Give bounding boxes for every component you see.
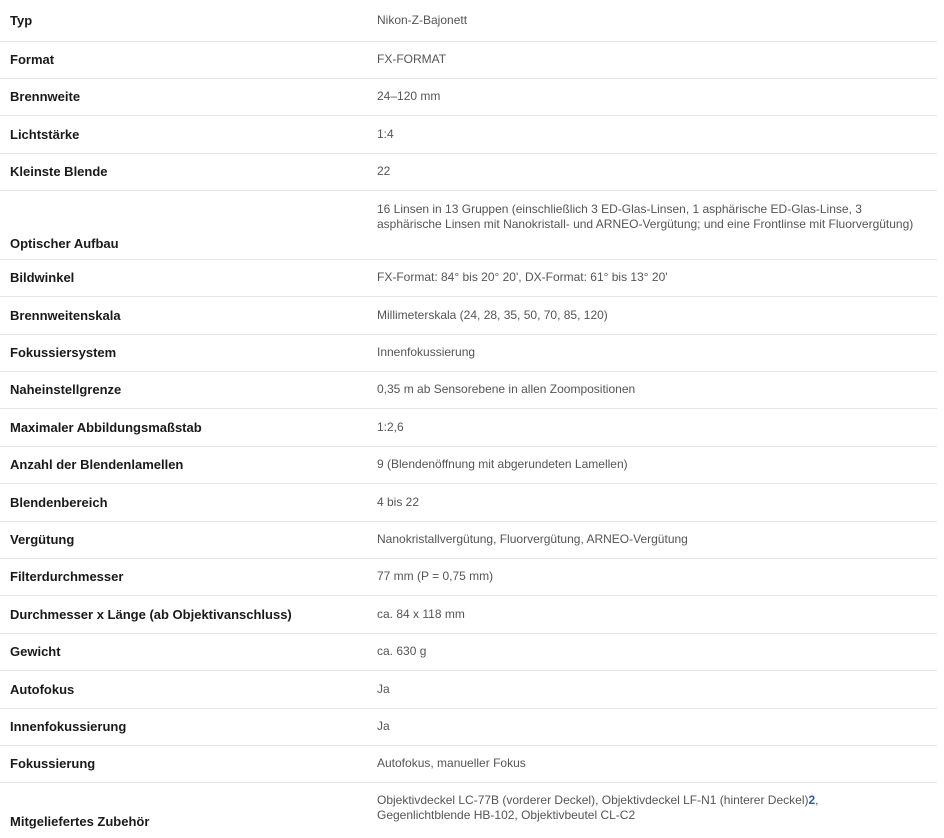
spec-label: Format xyxy=(0,41,368,78)
spec-value: FX-FORMAT xyxy=(368,41,937,78)
spec-label: Kleinste Blende xyxy=(0,153,368,190)
spec-label: Bildwinkel xyxy=(0,259,368,296)
spec-label: Fokussierung xyxy=(0,745,368,782)
spec-value: 24–120 mm xyxy=(368,78,937,115)
table-row xyxy=(0,259,937,296)
table-row xyxy=(0,521,937,558)
table-row xyxy=(0,446,937,483)
spec-value: Nikon-Z-Bajonett xyxy=(368,0,937,41)
spec-value xyxy=(368,782,937,837)
table-row xyxy=(0,371,937,408)
table-row xyxy=(0,558,937,595)
spec-label: Anzahl der Blendenlamellen xyxy=(0,446,368,483)
spec-value: 0,35 m ab Sensorebene in allen Zoompositionen xyxy=(368,371,937,408)
footnote-link[interactable]: 2 xyxy=(808,792,816,807)
table-row xyxy=(0,670,937,708)
spec-label: Typ xyxy=(0,0,368,41)
spec-label: Optischer Aufbau xyxy=(0,190,368,259)
table-row xyxy=(0,153,937,190)
table-row xyxy=(0,633,937,670)
spec-label: Lichtstärke xyxy=(0,115,368,153)
table-row xyxy=(0,408,937,446)
table-row xyxy=(0,745,937,782)
spec-label: Fokussiersystem xyxy=(0,334,368,371)
spec-value: Millimeterskala (24, 28, 35, 50, 70, 85, 120) xyxy=(368,296,937,334)
spec-value: 77 mm (P = 0,75 mm) xyxy=(368,558,937,595)
spec-value: ca. 84 x 118 mm xyxy=(368,595,937,633)
spec-value: 4 bis 22 xyxy=(368,483,937,521)
spec-value: Ja xyxy=(368,708,937,745)
spec-value: ca. 630 g xyxy=(368,633,937,670)
table-row xyxy=(0,595,937,633)
spec-value: 22 xyxy=(368,153,937,190)
table-row xyxy=(0,708,937,745)
spec-label: Filterdurchmesser xyxy=(0,558,368,595)
table-row xyxy=(0,782,937,837)
spec-label: Blendenbereich xyxy=(0,483,368,521)
table-row xyxy=(0,483,937,521)
spec-label: Innenfokussierung xyxy=(0,708,368,745)
spec-value: Ja xyxy=(368,670,937,708)
table-row xyxy=(0,78,937,115)
spec-value: FX-Format: 84° bis 20° 20', DX-Format: 61° bis 13° 20' xyxy=(368,259,937,296)
spec-value: 1:2,6 xyxy=(368,408,937,446)
spec-label: Durchmesser x Länge (ab Objektivanschluss) xyxy=(0,595,368,633)
spec-value: 1:4 xyxy=(368,115,937,153)
spec-label: Autofokus xyxy=(0,670,368,708)
spec-value: 16 Linsen in 13 Gruppen (einschließlich 3 ED-Glas-Linsen, 1 asphärische ED-Glas-Linse, 3 asphärische Linsen mit Nanokristall- und ARNEO-Vergütung; und eine Frontlinse mit Fluorvergütung) xyxy=(368,190,937,259)
spec-value: Nanokristallvergütung, Fluorvergütung, ARNEO-Vergütung xyxy=(368,521,937,558)
spec-value: 9 (Blendenöffnung mit abgerundeten Lamellen) xyxy=(368,446,937,483)
table-row xyxy=(0,296,937,334)
accessory-text-part1: Objektivdeckel LC-77B (vorderer Deckel), Objektivdeckel LF-N1 (hinterer Deckel) xyxy=(377,792,809,807)
spec-value: Autofokus, manueller Fokus xyxy=(368,745,937,782)
table-row xyxy=(0,115,937,153)
table-row xyxy=(0,0,937,41)
table-row xyxy=(0,41,937,78)
spec-label: Vergütung xyxy=(0,521,368,558)
spec-label: Brennweitenskala xyxy=(0,296,368,334)
spec-label: Mitgeliefertes Zubehör xyxy=(10,814,150,829)
spec-value: Innenfokussierung xyxy=(368,334,937,371)
spec-label: Naheinstellgrenze xyxy=(0,371,368,408)
accessory-text-part2: , Gegenlichtblende HB-102, Objektivbeutel CL-C2 xyxy=(377,792,819,822)
spec-label: Brennweite xyxy=(0,78,368,115)
spec-label: Gewicht xyxy=(0,633,368,670)
table-row xyxy=(0,190,937,259)
spec-label: Maximaler Abbildungsmaßstab xyxy=(0,408,368,446)
table-row xyxy=(0,334,937,371)
